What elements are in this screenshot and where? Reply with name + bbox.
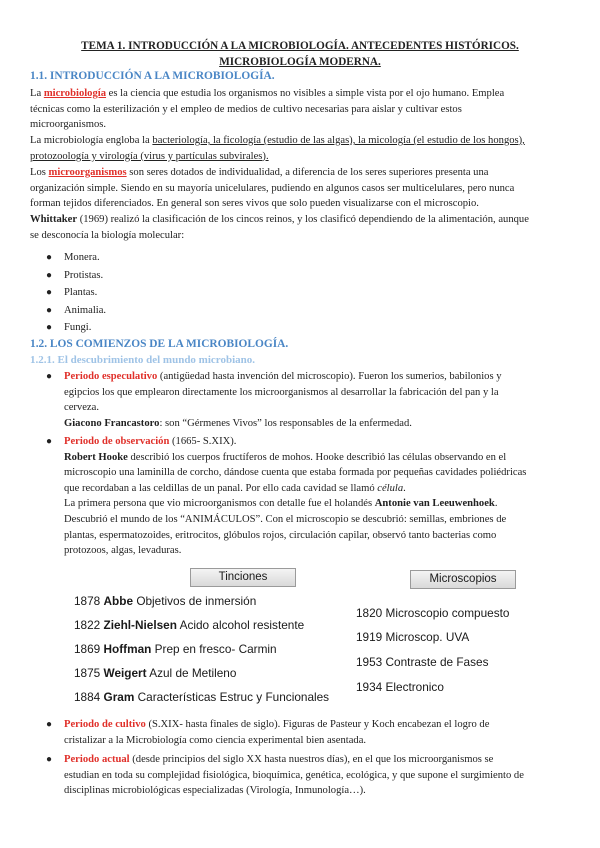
- description: Objetivos de inmersión: [136, 594, 257, 608]
- text: La primera persona que vio microorganismos con detalle fue el holandés: [64, 498, 375, 510]
- text: La: [30, 88, 44, 99]
- period-name: Periodo actual: [64, 754, 130, 765]
- text: técnicas como la esterilización y el empleo de medios de cultivo necesarias para aislar y cultivar estos: [30, 103, 462, 115]
- text: (S.XIX- hasta finales de siglo). Figuras de Pasteur y Koch encabezan el logro de: [145, 719, 490, 730]
- name-leeuwenhoek: Antonie van Leeuwenhoek: [374, 498, 495, 510]
- underlined-text: bacteriología, la ficología (estudio de las algas), la micología (el estudio de los hongos),: [152, 135, 525, 146]
- text: que recordaban a las celdillas de un panal. Por ello cada cavidad se llamó: [64, 482, 378, 494]
- paragraph-microbiologia: [30, 86, 565, 133]
- text: es la ciencia que estudia los organismos no visibles a simple vista por el ojo humano. Emplea: [106, 88, 505, 99]
- text: disciplinas microbiológicas especializadas (Virología, Inmunología…).: [64, 785, 366, 797]
- text: .: [403, 482, 406, 494]
- text: (1665- S.XIX).: [169, 436, 237, 447]
- year: 1878: [74, 594, 101, 608]
- section-heading-1-1: 1.1. INTRODUCCIÓN A LA MICROBIOLOGÍA.: [30, 70, 275, 82]
- text: protozoos, algas, levaduras.: [64, 545, 182, 557]
- microscopio-row: 1820 Microscopio compuesto: [356, 606, 510, 620]
- text: estudian en toda su complejidad fisiológica, bioquímica, genética, ecológica, y que supone el surgimiento de: [64, 769, 524, 781]
- period-name: Periodo de cultivo: [64, 719, 146, 730]
- description: Acido alcohol resistente: [179, 618, 305, 632]
- doc-title-line-1: TEMA 1. INTRODUCCIÓN A LA MICROBIOLOGÍA. ANTECEDENTES HISTÓRICOS.: [81, 40, 519, 52]
- description: Prep en fresco- Carmin: [154, 642, 277, 656]
- person: Hoffman: [103, 642, 152, 656]
- year: 1884: [74, 690, 101, 704]
- period-especulativo: [64, 369, 564, 431]
- name-fracastoro: Giacono Francastoro: [64, 417, 160, 429]
- tinciones-header: Tinciones: [190, 568, 296, 587]
- text: (antigüedad hasta invención del microscopio). Fueron los sumerios, babilonios y: [157, 371, 502, 382]
- text: La microbiología engloba la: [30, 135, 153, 146]
- person: Gram: [103, 690, 135, 704]
- tincion-row: [74, 618, 304, 634]
- paragraph-microorganismos: [30, 165, 565, 212]
- tincion-row: [74, 666, 236, 682]
- text: son seres dotados de individualidad, a diferencia de los seres superiores presenta una: [126, 167, 489, 178]
- term-microorganismos: microorganismos: [48, 167, 127, 178]
- text: microscopio una laminilla de corcho, dándose cuenta que estaba formada por pequeñas cavidades poliédricas: [64, 467, 527, 479]
- list-item: Monera.: [64, 252, 100, 263]
- paragraph-engloba: [30, 133, 565, 164]
- bullet: ●: [46, 371, 53, 382]
- list-item: Plantas.: [64, 287, 98, 298]
- bullet: ●: [46, 436, 53, 447]
- underlined-text: protozoología y virología (virus y partículas subvirales).: [30, 150, 269, 162]
- person: Abbe: [103, 594, 134, 608]
- term-celula: célula: [377, 482, 404, 494]
- text: (1969) realizó la clasificación de los cincos reinos, y los clasificó dependiendo de la alimentación, aunque: [77, 214, 529, 225]
- person: Weigert: [103, 666, 147, 680]
- period-actual: [64, 752, 564, 799]
- person: Ziehl-Nielsen: [103, 618, 177, 632]
- text: : son “Gérmenes Vivos” los responsables de la enfermedad.: [159, 417, 412, 429]
- text: organización simple. Siendo en su mayoría unicelulares, pudiendo en algunos casos ser multicelulares, pero nunca: [30, 182, 515, 194]
- microscopio-row: 1953 Contraste de Fases: [356, 655, 489, 669]
- text: microorganismos.: [30, 119, 107, 131]
- microscopio-row: 1934 Electronico: [356, 680, 444, 694]
- section-heading-1-2: 1.2. LOS COMIENZOS DE LA MICROBIOLOGÍA.: [30, 338, 289, 350]
- period-cultivo: [64, 717, 564, 748]
- doc-title-line-2: MICROBIOLOGÍA MODERNA.: [219, 56, 381, 68]
- text: Descubrió el mundo de los “ANIMÁCULOS”. Con el microscopio se descubrió: semillas, embriones de: [64, 513, 507, 525]
- list-item: Animalia.: [64, 305, 107, 316]
- text: plantas, espermatozoides, eritrocitos, glóbulos rojos, circulación capilar, observó tanto bacterias como: [64, 529, 497, 541]
- text: Los: [30, 167, 49, 178]
- bullet: ●: [46, 252, 53, 263]
- text: cristalizar a la Microbiología como ciencia experimental bien asentada.: [64, 734, 367, 746]
- bullet: ●: [46, 754, 53, 765]
- description: Características Estruc y Funcionales: [137, 690, 330, 704]
- term-microbiologia: microbiología: [43, 88, 107, 99]
- year: 1875: [74, 666, 101, 680]
- name-whittaker: Whittaker: [30, 214, 78, 225]
- tincion-row: [74, 642, 277, 658]
- list-item: Fungi.: [64, 322, 92, 333]
- bullet: ●: [46, 270, 53, 281]
- subsection-heading-1-2-1: 1.2.1. El descubrimiento del mundo microbiano.: [30, 354, 256, 366]
- text: se desconocía la biología molecular:: [30, 229, 185, 241]
- microscopios-header: Microscopios: [410, 570, 516, 589]
- tincion-row: [74, 690, 329, 706]
- bullet: ●: [46, 305, 53, 316]
- bullet: ●: [46, 719, 53, 730]
- period-name: Periodo de observación: [64, 436, 170, 447]
- period-observacion: [64, 434, 564, 559]
- paragraph-whittaker: [30, 212, 565, 243]
- period-name: Periodo especulativo: [64, 371, 158, 382]
- text: .: [494, 498, 498, 510]
- text: describió los cuerpos fructíferos de mohos. Hooke describió las células observando en el: [127, 451, 507, 463]
- year: 1869: [74, 642, 101, 656]
- text: (desde principios del siglo XX hasta nuestros días), en el que los microorganismos se: [129, 754, 494, 765]
- microscopio-row: 1919 Microscop. UVA: [356, 630, 470, 644]
- year: 1822: [74, 618, 101, 632]
- text: cerveza.: [64, 402, 99, 414]
- text: forman tejidos diferenciados. En general son seres vivos que solo pueden visualizarse con el microscopio.: [30, 198, 479, 210]
- bullet: ●: [46, 287, 53, 298]
- text: egipcios los que emplearon directamente los microorganismos al desarrollar la fabricación del pan y la: [64, 386, 499, 398]
- description: Azul de Metileno: [149, 666, 237, 680]
- tincion-row: [74, 594, 256, 610]
- history-table-image: [60, 566, 540, 716]
- bullet: ●: [46, 322, 53, 333]
- list-item: Protistas.: [64, 270, 104, 281]
- name-hooke: Robert Hooke: [64, 451, 128, 463]
